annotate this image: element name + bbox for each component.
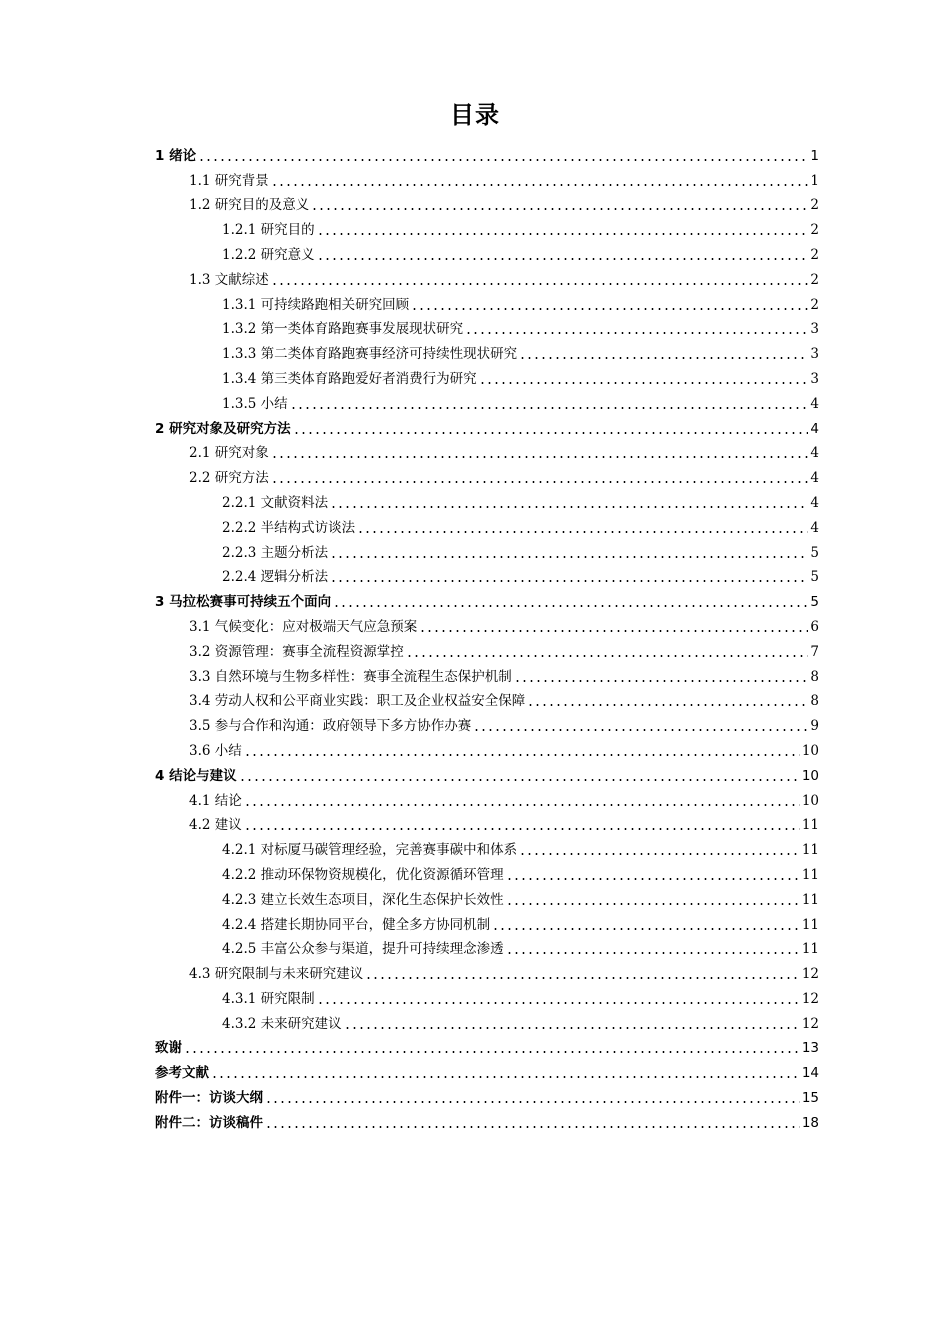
toc-entry[interactable] (155, 317, 819, 342)
toc-entry[interactable] (155, 937, 819, 962)
toc-entry-label: 3.5 参与合作和沟通：政府领导下多方协作办赛 (189, 718, 472, 735)
toc-entry-page-number: 5 (810, 594, 819, 611)
toc-entry-label: 2.2.1 文献资料法 (222, 494, 329, 511)
toc-entry-page-number: 2 (810, 222, 819, 239)
toc-entry-label: 3 马拉松赛事可持续五个面向 (155, 594, 332, 611)
toc-entry[interactable] (155, 788, 819, 813)
toc-entry-page-number: 18 (801, 1114, 819, 1131)
toc-entry-label: 4 结论与建议 (155, 767, 237, 784)
toc-entry-page-number: 12 (801, 990, 819, 1007)
toc-entry-label: 3.2 资源管理：赛事全流程资源掌控 (189, 643, 404, 660)
toc-entry-label: 4.2.3 建立长效生态项目，深化生态保护长效性 (222, 891, 504, 908)
toc-entry-page-number: 2 (810, 296, 819, 313)
dot-leader (330, 580, 808, 582)
page-title: 目录 (450, 101, 500, 129)
toc-entry-page-number: 13 (801, 1040, 819, 1057)
toc-entry-label: 4.2 建议 (189, 817, 242, 834)
toc-entry[interactable] (155, 813, 819, 838)
toc-entry-page-number: 11 (801, 916, 819, 933)
toc-entry[interactable] (155, 143, 819, 168)
toc-entry-page-number: 11 (801, 891, 819, 908)
toc-entry-label: 附件二：访谈稿件 (155, 1114, 263, 1131)
dot-leader (492, 928, 800, 930)
dot-leader (519, 853, 800, 855)
toc-entry[interactable] (155, 292, 819, 317)
dot-leader (365, 977, 800, 979)
toc-entry[interactable] (155, 1110, 819, 1135)
toc-entry[interactable] (155, 267, 819, 292)
toc-entry-label: 3.4 劳动人权和公平商业实践：职工及企业权益安全保障 (189, 693, 526, 710)
toc-entry-label: 1.3.4 第三类体育路跑爱好者消费行为研究 (222, 370, 477, 387)
toc-entry[interactable] (155, 837, 819, 862)
toc-entry-page-number: 11 (801, 866, 819, 883)
toc-entry-label: 1.3.5 小结 (222, 395, 288, 412)
toc-entry[interactable] (155, 193, 819, 218)
toc-entry-label: 1.3 文献综述 (189, 271, 269, 288)
toc-entry[interactable] (155, 738, 819, 763)
toc-entry-label: 参考文献 (155, 1065, 209, 1082)
toc-entry[interactable] (155, 1085, 819, 1110)
toc-entry-page-number: 4 (810, 395, 819, 412)
toc-entry-page-number: 10 (801, 742, 819, 759)
toc-entry[interactable] (155, 689, 819, 714)
dot-leader (317, 233, 809, 235)
toc-entry-label: 4.2.4 搭建长期协同平台，健全多方协同机制 (222, 916, 491, 933)
dot-leader (527, 704, 808, 706)
dot-leader (344, 1027, 800, 1029)
dot-leader (271, 283, 809, 285)
toc-entry[interactable] (155, 366, 819, 391)
dot-leader (473, 729, 808, 731)
dot-leader (211, 1076, 800, 1078)
toc-entry[interactable] (155, 416, 819, 441)
toc-entry-page-number: 5 (810, 544, 819, 561)
dot-leader (406, 655, 809, 657)
toc-entry-page-number: 8 (810, 693, 819, 710)
toc-entry-label: 1.2.1 研究目的 (222, 222, 315, 239)
dot-leader (311, 208, 808, 210)
toc-entry-page-number: 5 (810, 569, 819, 586)
dot-leader (265, 1101, 800, 1103)
toc-entry-page-number: 4 (810, 470, 819, 487)
toc-entry-page-number: 2 (810, 197, 819, 214)
toc-entry-label: 1 绪论 (155, 147, 197, 164)
dot-leader (239, 779, 800, 781)
toc-entry-label: 2.2 研究方法 (189, 470, 269, 487)
toc-entry[interactable] (155, 391, 819, 416)
toc-entry-label: 1.3.3 第二类体育路跑赛事经济可持续性现状研究 (222, 346, 518, 363)
toc-entry-label: 4.3.2 未来研究建议 (222, 1015, 342, 1032)
toc-entry[interactable] (155, 961, 819, 986)
toc-entry-label: 4.2.2 推动环保物资规模化，优化资源循环管理 (222, 866, 504, 883)
toc-entry[interactable] (155, 1060, 819, 1085)
toc-entry-page-number: 10 (801, 767, 819, 784)
dot-leader (411, 308, 808, 310)
toc-entry-page-number: 3 (810, 370, 819, 387)
dot-leader (317, 258, 809, 260)
dot-leader (244, 804, 800, 806)
toc-entry-page-number: 14 (801, 1065, 819, 1082)
toc-entry[interactable] (155, 1036, 819, 1061)
toc-entry[interactable] (155, 614, 819, 639)
toc-entry-label: 3.3 自然环境与生物多样性：赛事全流程生态保护机制 (189, 668, 512, 685)
dot-leader (293, 432, 809, 434)
toc-entry[interactable] (155, 465, 819, 490)
toc-entry-page-number: 7 (810, 643, 819, 660)
toc-entry[interactable] (155, 713, 819, 738)
toc-entry-label: 1.2 研究目的及意义 (189, 197, 310, 214)
toc-entry-page-number: 3 (810, 321, 819, 338)
toc-entry[interactable] (155, 341, 819, 366)
dot-leader (271, 481, 809, 483)
toc-entry[interactable] (155, 639, 819, 664)
toc-entry-page-number: 12 (801, 966, 819, 983)
toc-entry-label: 致谢 (155, 1040, 182, 1057)
toc-entry[interactable] (155, 887, 819, 912)
dot-leader (506, 878, 800, 880)
toc-entry[interactable] (155, 540, 819, 565)
toc-entry-page-number: 15 (801, 1090, 819, 1107)
toc-entry[interactable] (155, 217, 819, 242)
dot-leader (330, 506, 808, 508)
toc-entry-label: 2.2.2 半结构式访谈法 (222, 519, 356, 536)
toc-entry-page-number: 2 (810, 271, 819, 288)
toc-entry-page-number: 4 (810, 445, 819, 462)
toc-entry[interactable] (155, 1011, 819, 1036)
toc-entry[interactable] (155, 589, 819, 614)
toc-entry[interactable] (155, 986, 819, 1011)
toc-entry-page-number: 4 (810, 494, 819, 511)
toc-entry-label: 1.3.1 可持续路跑相关研究回顾 (222, 296, 410, 313)
toc-entry-label: 4.1 结论 (189, 792, 242, 809)
toc-entry[interactable] (155, 565, 819, 590)
toc-entry-label: 3.1 气候变化：应对极端天气应急预案 (189, 618, 418, 635)
dot-leader (265, 1126, 800, 1128)
dot-leader (290, 407, 809, 409)
dot-leader (465, 332, 808, 334)
toc-entry-page-number: 11 (801, 842, 819, 859)
toc-entry-page-number: 2 (810, 246, 819, 263)
toc-entry-page-number: 12 (801, 1015, 819, 1032)
toc-entry-page-number: 10 (801, 792, 819, 809)
dot-leader (330, 556, 808, 558)
dot-leader (317, 1002, 800, 1004)
toc-entry-page-number: 1 (810, 147, 819, 164)
table-of-contents (155, 143, 819, 1135)
toc-entry-page-number: 1 (810, 172, 819, 189)
toc-entry-label: 4.3 研究限制与未来研究建议 (189, 966, 364, 983)
toc-entry-page-number: 11 (801, 941, 819, 958)
dot-leader (244, 828, 800, 830)
dot-leader (271, 456, 809, 458)
dot-leader (506, 952, 800, 954)
dot-leader (479, 382, 809, 384)
toc-entry[interactable] (155, 441, 819, 466)
toc-entry-page-number: 9 (810, 718, 819, 735)
dot-leader (198, 159, 808, 161)
toc-entry-label: 3.6 小结 (189, 742, 242, 759)
toc-entry-label: 1.2.2 研究意义 (222, 246, 315, 263)
toc-entry-page-number: 4 (810, 420, 819, 437)
toc-entry[interactable] (155, 490, 819, 515)
dot-leader (333, 605, 808, 607)
toc-entry[interactable] (155, 862, 819, 887)
dot-leader (514, 680, 809, 682)
toc-entry[interactable] (155, 763, 819, 788)
toc-entry-label: 1.3.2 第一类体育路跑赛事发展现状研究 (222, 321, 464, 338)
toc-entry-label: 4.3.1 研究限制 (222, 990, 315, 1007)
toc-entry[interactable] (155, 168, 819, 193)
toc-entry-page-number: 6 (810, 618, 819, 635)
toc-entry[interactable] (155, 912, 819, 937)
toc-entry-label: 附件一：访谈大纲 (155, 1090, 263, 1107)
toc-entry-page-number: 3 (810, 346, 819, 363)
dot-leader (244, 754, 800, 756)
dot-leader (357, 531, 808, 533)
dot-leader (519, 357, 808, 359)
toc-entry-label: 2.2.4 逻辑分析法 (222, 569, 329, 586)
toc-entry-page-number: 11 (801, 817, 819, 834)
toc-entry-label: 2 研究对象及研究方法 (155, 420, 291, 437)
toc-entry-label: 1.1 研究背景 (189, 172, 269, 189)
dot-leader (184, 1051, 800, 1053)
toc-entry-label: 2.1 研究对象 (189, 445, 269, 462)
toc-entry-label: 4.2.1 对标厦马碳管理经验，完善赛事碳中和体系 (222, 842, 518, 859)
toc-entry[interactable] (155, 664, 819, 689)
dot-leader (271, 184, 809, 186)
dot-leader (506, 903, 800, 905)
toc-entry-label: 4.2.5 丰富公众参与渠道，提升可持续理念渗透 (222, 941, 504, 958)
dot-leader (419, 630, 808, 632)
toc-entry-page-number: 4 (810, 519, 819, 536)
toc-entry[interactable] (155, 515, 819, 540)
toc-entry-label: 2.2.3 主题分析法 (222, 544, 329, 561)
toc-entry-page-number: 8 (810, 668, 819, 685)
toc-entry[interactable] (155, 242, 819, 267)
